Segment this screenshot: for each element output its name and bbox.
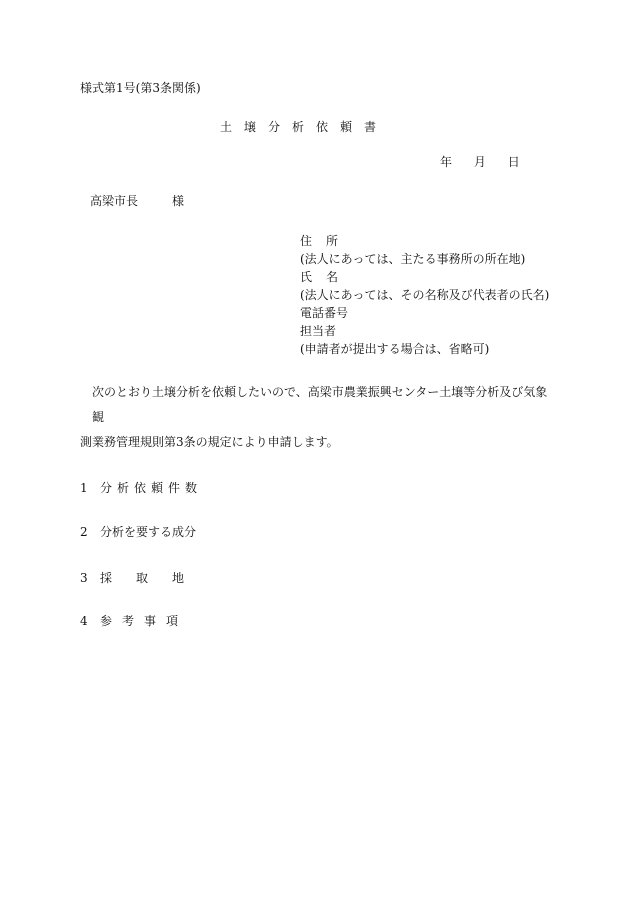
list-item [80, 572, 208, 584]
applicant-block [300, 232, 549, 358]
list-item [80, 482, 202, 494]
form-number: 様式第1号(第3条関係) [80, 81, 201, 95]
name-note: (法人にあっては、その名称及び代表者の氏名) [300, 288, 550, 302]
date-line [440, 156, 520, 168]
contact-note: (申請者が提出する場合は、省略可) [300, 342, 490, 356]
date-month: 月 [473, 155, 486, 169]
phone-label: 電話番号 [300, 306, 349, 320]
item-label-components: 分析を要する成分 [100, 525, 197, 539]
addressee-honorific: 様 [172, 194, 185, 208]
item-number: 3 [80, 571, 88, 585]
item-label-reference: 参考事項 [100, 614, 189, 628]
request-statement-line-2: 測業務管理規則第3条の規定により申請します。 [80, 435, 339, 449]
request-statement-line-1: 次のとおり土壌分析を依頼したいので、高梁市農業振興センター土壌等分析及び気象観 [92, 385, 548, 424]
date-year: 年 [440, 155, 453, 169]
contact-label: 担当者 [300, 324, 337, 338]
item-label-sampling-site: 採取地 [100, 571, 209, 585]
list-item [80, 615, 188, 627]
document-title: 土壌分析依頼書 [220, 120, 389, 134]
name-label: 氏名 [300, 270, 353, 284]
list-item [80, 526, 196, 538]
addressee-name: 高梁市長 [90, 194, 139, 208]
address-label: 住所 [300, 234, 353, 248]
date-day: 日 [507, 155, 520, 169]
address-note: (法人にあっては、主たる事務所の所在地) [300, 252, 526, 266]
item-number: 1 [80, 481, 88, 495]
item-number: 2 [80, 525, 88, 539]
item-label-analysis-count: 分析依頼件数 [100, 481, 203, 495]
addressee [90, 195, 184, 207]
item-number: 4 [80, 614, 88, 628]
request-statement [80, 380, 550, 455]
